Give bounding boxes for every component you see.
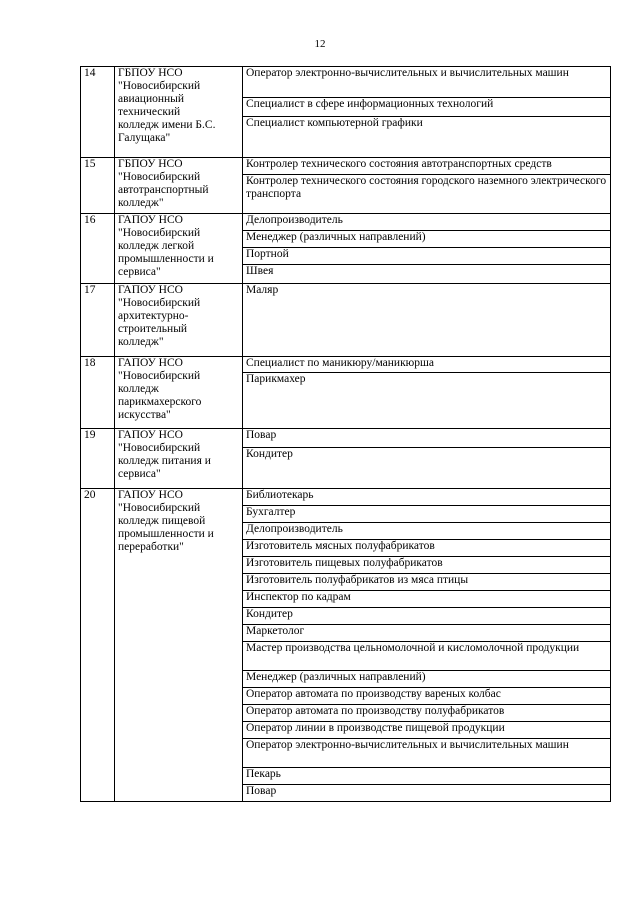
profession: Кондитер: [243, 448, 611, 489]
profession: Делопроизводитель: [243, 523, 611, 540]
college-name: ГБПОУ НСО "Новосибирский авиационный технический колледж имени Б.С. Галущака": [115, 67, 243, 158]
profession: Маркетолог: [243, 625, 611, 642]
profession: Бухгалтер: [243, 506, 611, 523]
profession: Портной: [243, 248, 611, 265]
profession: Оператор линии в производстве пищевой продукции: [243, 722, 611, 739]
profession: Пекарь: [243, 768, 611, 785]
row-number: 15: [81, 158, 115, 214]
table-row: [81, 284, 611, 357]
college-name: ГБПОУ НСО "Новосибирский автотранспортный колледж": [115, 158, 243, 214]
table-row: [81, 357, 611, 373]
row-number: 20: [81, 489, 115, 802]
page-number: 12: [314, 38, 326, 50]
profession: Оператор автомата по производству вареных колбас: [243, 688, 611, 705]
profession: Оператор автомата по производству полуфабрикатов: [243, 705, 611, 722]
college-name: ГАПОУ НСО "Новосибирский архитектурно- строительный колледж": [115, 284, 243, 357]
table-row: [81, 67, 611, 98]
profession: Контролер технического состояния автотранспортных средств: [243, 158, 611, 175]
profession: Изготовитель мясных полуфабрикатов: [243, 540, 611, 557]
profession: Маляр: [243, 284, 611, 357]
colleges-professions-table: [80, 66, 611, 802]
row-number: 19: [81, 429, 115, 489]
table-row: [81, 158, 611, 175]
table-row: [81, 489, 611, 506]
college-name: ГАПОУ НСО "Новосибирский колледж легкой промышленности и сервиса": [115, 214, 243, 284]
college-name: ГАПОУ НСО "Новосибирский колледж парикмахерского искусства": [115, 357, 243, 429]
profession: Повар: [243, 785, 611, 802]
row-number: 16: [81, 214, 115, 284]
profession: Парикмахер: [243, 373, 611, 429]
table-row: [81, 214, 611, 231]
profession: Контролер технического состояния городского наземного электрического транспорта: [243, 175, 611, 214]
profession: Библиотекарь: [243, 489, 611, 506]
profession: Инспектор по кадрам: [243, 591, 611, 608]
profession: Изготовитель пищевых полуфабрикатов: [243, 557, 611, 574]
profession: Кондитер: [243, 608, 611, 625]
profession: Мастер производства цельномолочной и кисломолочной продукции: [243, 642, 611, 671]
table-body: [81, 67, 611, 802]
profession: Оператор электронно-вычислительных и вычислительных машин: [243, 739, 611, 768]
profession: Повар: [243, 429, 611, 448]
profession: Специалист компьютерной графики: [243, 117, 611, 158]
profession: Менеджер (различных направлений): [243, 231, 611, 248]
profession: Специалист по маникюру/маникюрша: [243, 357, 611, 373]
profession: Менеджер (различных направлений): [243, 671, 611, 688]
profession: Специалист в сфере информационных технологий: [243, 98, 611, 117]
profession: Швея: [243, 265, 611, 284]
table-row: [81, 429, 611, 448]
profession: Делопроизводитель: [243, 214, 611, 231]
profession: Оператор электронно-вычислительных и вычислительных машин: [243, 67, 611, 98]
profession: Изготовитель полуфабрикатов из мяса птицы: [243, 574, 611, 591]
college-name: ГАПОУ НСО "Новосибирский колледж пищевой промышленности и переработки": [115, 489, 243, 802]
row-number: 17: [81, 284, 115, 357]
row-number: 18: [81, 357, 115, 429]
college-name: ГАПОУ НСО "Новосибирский колледж питания и сервиса": [115, 429, 243, 489]
row-number: 14: [81, 67, 115, 158]
